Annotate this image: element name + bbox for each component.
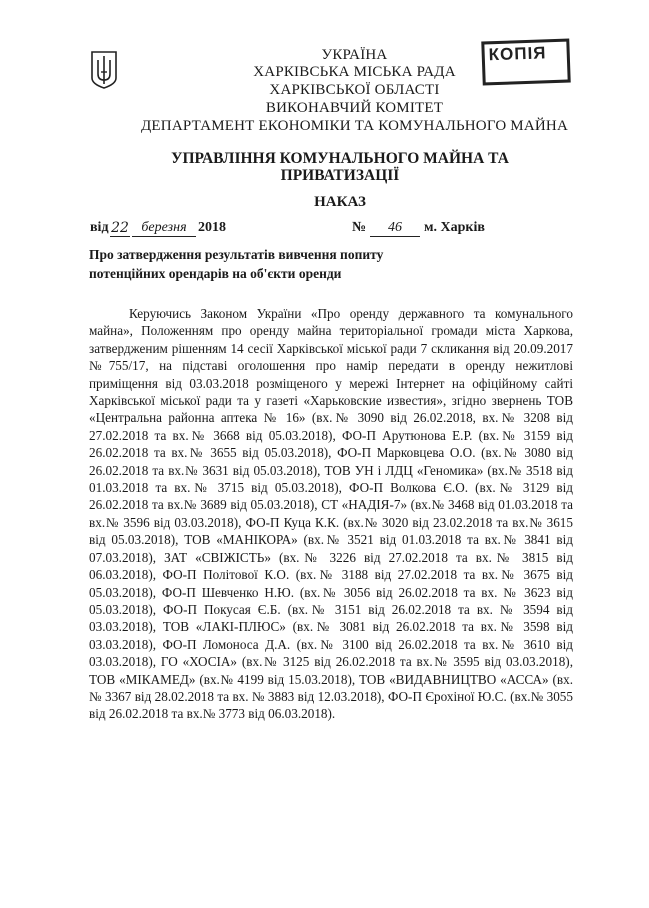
order-number-sign: № [352, 220, 367, 235]
order-subject: Про затвердження результатів вивчення попиту потенційних орендарів на об'єкти оренди [89, 247, 384, 281]
header-city-council: ХАРКІВСЬКА МІСЬКА РАДА [253, 64, 456, 80]
header-department: ДЕПАРТАМЕНТ ЕКОНОМІКИ ТА КОМУНАЛЬНОГО МАЙНА [141, 118, 568, 134]
order-title: НАКАЗ [314, 194, 366, 210]
date-year: 2018 [198, 220, 226, 235]
copy-stamp [481, 38, 570, 85]
division-line-2: ПРИВАТИЗАЦІЇ [280, 167, 400, 184]
header-committee: ВИКОНАВЧИЙ КОМІТЕТ [265, 100, 444, 116]
order-body: Керуючись Законом України «Про оренду державного та комунального майна», Положенням про оренду майна територіальної громади міста Харкова, затвердженим рішенням 14 сесії Харківської міської ради 7 скликання від 20.09.2017 №755/17, на підставі оголошення про намір передати в оренду нежитлові приміщення від 03.03.2018 розміщеного у мережі Інтернет на офіційному сайті Харківської міської ради та у газеті «Харьковские известия», згідно звернень ТОВ «Центральна районна аптека № 16» (вх.№ 3090 від 26.02.2018, вх.№ 3208 від 27.02.2018 та вх.№ 3668 від 05.03.2018), ФО-П Арутюнова Е.Р. (вх.№ 3159 від 26.02.2018 та вх.№ 3655 від 05.03.2018), ФО-П Марковцева О.О. (вх.№ 3080 від 26.02.2018 та вх.№ 3631 від 05.03.2018), ТОВ УН і ЛДЦ «Геномика» (вх.№ 3518 від 01.03.2018 та вх.№ 3715 від 05.03.2018), ФО-П Волкова Є.О. (вх.№ 3129 від 26.02.2018 та вх.№ 3689 від 05.03.2018), СТ «НАДІЯ-7» (вх.№ 3468 від 01.03.2018 та вх.№ 3596 від 03.03.2018), ФО-П Куца К.К. (вх.№ 3020 від 23.02.2018 та вх.№ 3615 від 05.03.2018), ТОВ «МАНІКОРА» (вх.№ 3521 від 01.03.2018 та вх.№ 3841 від 07.03.2018), ЗАТ «СВІЖІСТЬ» (вх.№ 3226 від 27.02.2018 та вх.№ 3815 від 06.03.2018), ФО-П Політової К.О. (вх.№ 3188 від 27.02.2018 та вх.№ 3675 від 05.03.2018), ФО-П Шевченко Н.Ю. (вх.№ 3056 від 26.02.2018 та вх. № 3623 від 05.03.2018), ФО-П Покусая Є.Б. (вх.№ 3151 від 26.02.2018 та вх. № 3594 від 03.03.2018), ТОВ «ЛАКІ-ПЛЮС» (вх.№ 3081 від 26.02.2018 та вх.№ 3598 від 03.03.2018), ФО-П Ломоноса Д.А. (вх.№ 3100 від 26.02.2018 та вх.№ 3610 від 03.03.2018), ГО «ХОСІА» (вх.№ 3125 від 26.02.2018 та вх.№ 3595 від 03.03.2018), ТОВ «МІКАМЕД» (вх.№ 4199 від 15.03.2018), ТОВ «ВИДАВНИЦТВО «АССА» (вх.№ 3367 від 28.02.2018 та вх. № 3883 від 12.03.2018), ФО-П Єрохіної Ю.С. (вх.№ 3055 від 26.02.2018 та вх.№ 3773 від 06.03.2018). [89, 306, 573, 722]
date-prefix: від [90, 220, 109, 235]
date-month: березня [132, 220, 196, 237]
division-line-1: УПРАВЛІННЯ КОМУНАЛЬНОГО МАЙНА ТА [171, 150, 509, 167]
header-country: УКРАЇНА [321, 47, 388, 63]
copy-stamp-text: КОПІЯ [488, 43, 547, 65]
order-number: 46 [370, 220, 420, 237]
header-region: ХАРКІВСЬКОЇ ОБЛАСТІ [269, 82, 440, 98]
order-city: м. Харків [424, 220, 485, 235]
date-day: 22 [111, 220, 129, 236]
